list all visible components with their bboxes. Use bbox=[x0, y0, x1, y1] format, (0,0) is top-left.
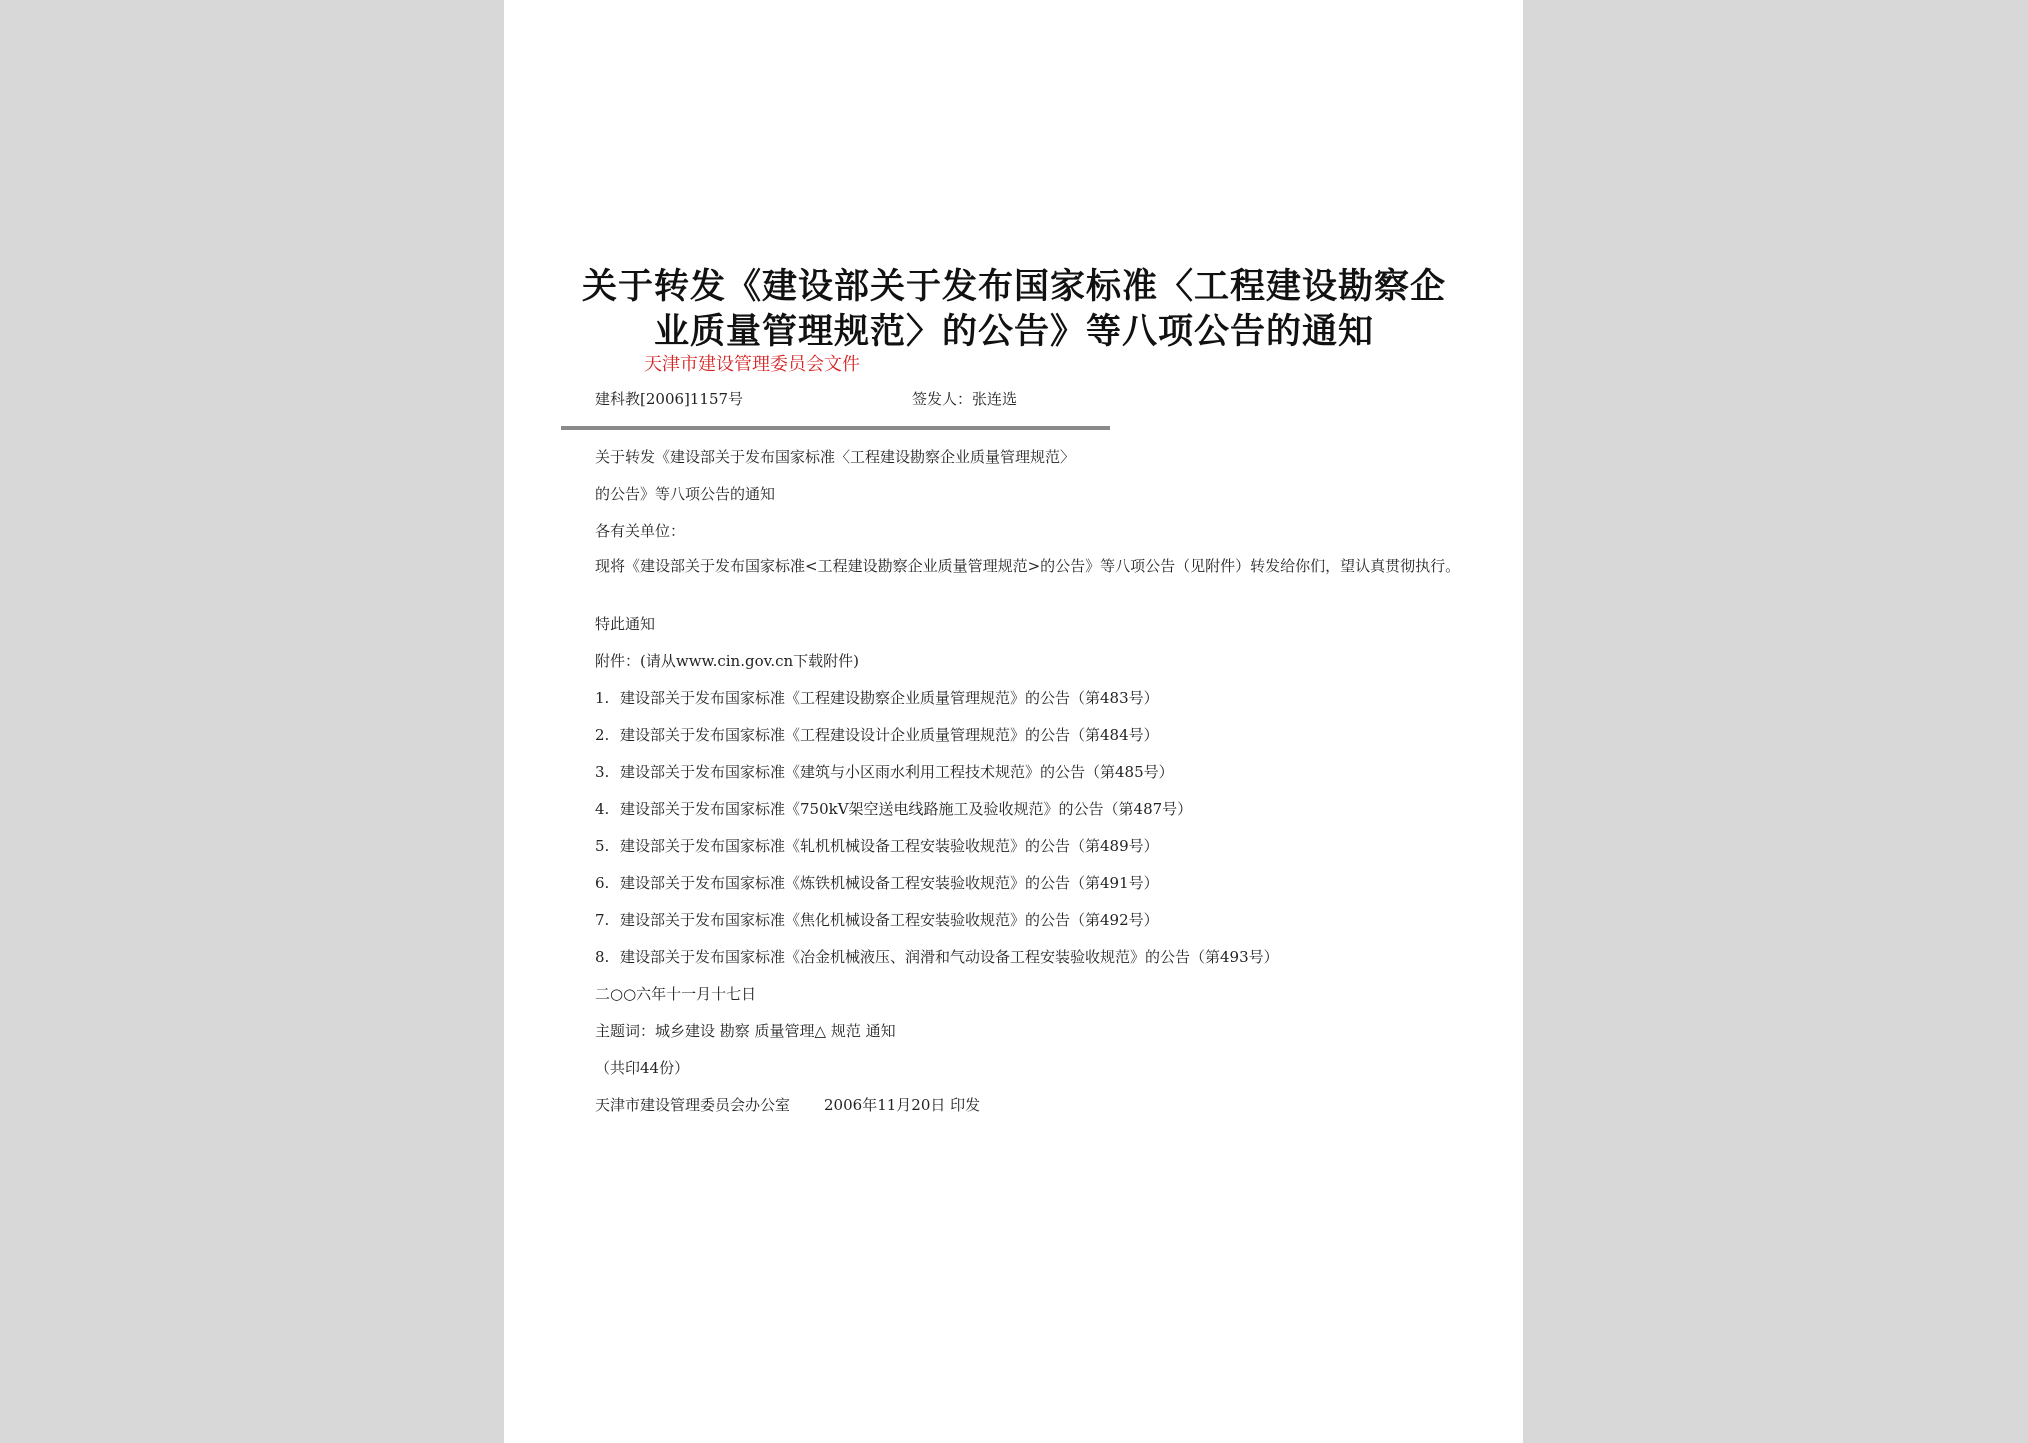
closing: 特此通知 bbox=[595, 615, 656, 633]
document-date: 二○○六年十一月十七日 bbox=[595, 985, 757, 1003]
attachment-text: 建设部关于发布国家标准《轧机机械设备工程安装验收规范》的公告（第489号） bbox=[620, 837, 1159, 855]
attachment-number: 7. bbox=[595, 911, 610, 929]
subject-line-2: 的公告》等八项公告的通知 bbox=[595, 485, 776, 503]
copies-count: （共印44份） bbox=[595, 1059, 690, 1077]
attachment-label: 附件：(请从www.cin.gov.cn下载附件) bbox=[595, 652, 859, 670]
attachment-text: 建设部关于发布国家标准《工程建设勘察企业质量管理规范》的公告（第483号） bbox=[620, 689, 1159, 707]
issuer-label: 天津市建设管理委员会文件 bbox=[644, 354, 860, 375]
attachment-text: 建设部关于发布国家标准《建筑与小区雨水利用工程技术规范》的公告（第485号） bbox=[620, 763, 1174, 781]
footer-date: 2006年11月20日 印发 bbox=[824, 1096, 981, 1114]
attachment-item bbox=[595, 761, 1174, 782]
header-divider bbox=[561, 426, 1110, 430]
attachment-item bbox=[595, 872, 1159, 893]
attachment-item bbox=[595, 687, 1159, 708]
attachment-item bbox=[595, 724, 1159, 745]
attachment-number: 8. bbox=[595, 948, 610, 966]
attachment-item bbox=[595, 835, 1159, 856]
attachment-item bbox=[595, 909, 1159, 930]
attachment-number: 6. bbox=[595, 874, 610, 892]
attachment-item bbox=[595, 946, 1279, 967]
attachment-text: 建设部关于发布国家标准《焦化机械设备工程安装验收规范》的公告（第492号） bbox=[620, 911, 1159, 929]
attachment-text: 建设部关于发布国家标准《炼铁机械设备工程安装验收规范》的公告（第491号） bbox=[620, 874, 1159, 892]
keywords: 主题词：城乡建设 勘察 质量管理△ 规范 通知 bbox=[595, 1022, 896, 1040]
footer-office: 天津市建设管理委员会办公室 bbox=[595, 1096, 791, 1114]
title-line-1: 关于转发《建设部关于发布国家标准〈工程建设勘察企 bbox=[581, 266, 1446, 307]
attachment-number: 2. bbox=[595, 726, 610, 744]
attachment-number: 4. bbox=[595, 800, 610, 818]
attachment-item bbox=[595, 798, 1192, 819]
attachment-text: 建设部关于发布国家标准《750kV架空送电线路施工及验收规范》的公告（第487号） bbox=[620, 800, 1193, 818]
footer-issue-line bbox=[595, 1094, 980, 1115]
document-number: 建科教[2006]1157号 bbox=[595, 390, 744, 408]
body-paragraph: 现将《建设部关于发布国家标准<工程建设勘察企业质量管理规范>的公告》等八项公告（见附件）转发给你们，望认真贯彻执行。 bbox=[595, 557, 1461, 575]
attachment-number: 1. bbox=[595, 689, 610, 707]
attachment-number: 5. bbox=[595, 837, 610, 855]
subject-line-1: 关于转发《建设部关于发布国家标准〈工程建设勘察企业质量管理规范〉 bbox=[595, 448, 1076, 466]
attachment-number: 3. bbox=[595, 763, 610, 781]
attachment-text: 建设部关于发布国家标准《工程建设设计企业质量管理规范》的公告（第484号） bbox=[620, 726, 1159, 744]
page-title bbox=[524, 264, 1504, 354]
signer: 签发人：张连选 bbox=[912, 390, 1018, 408]
attachment-text: 建设部关于发布国家标准《冶金机械液压、润滑和气动设备工程安装验收规范》的公告（第493号） bbox=[620, 948, 1279, 966]
document-page bbox=[504, 0, 1523, 1443]
salutation: 各有关单位： bbox=[595, 522, 686, 540]
title-line-2: 业质量管理规范〉的公告》等八项公告的通知 bbox=[653, 311, 1374, 352]
